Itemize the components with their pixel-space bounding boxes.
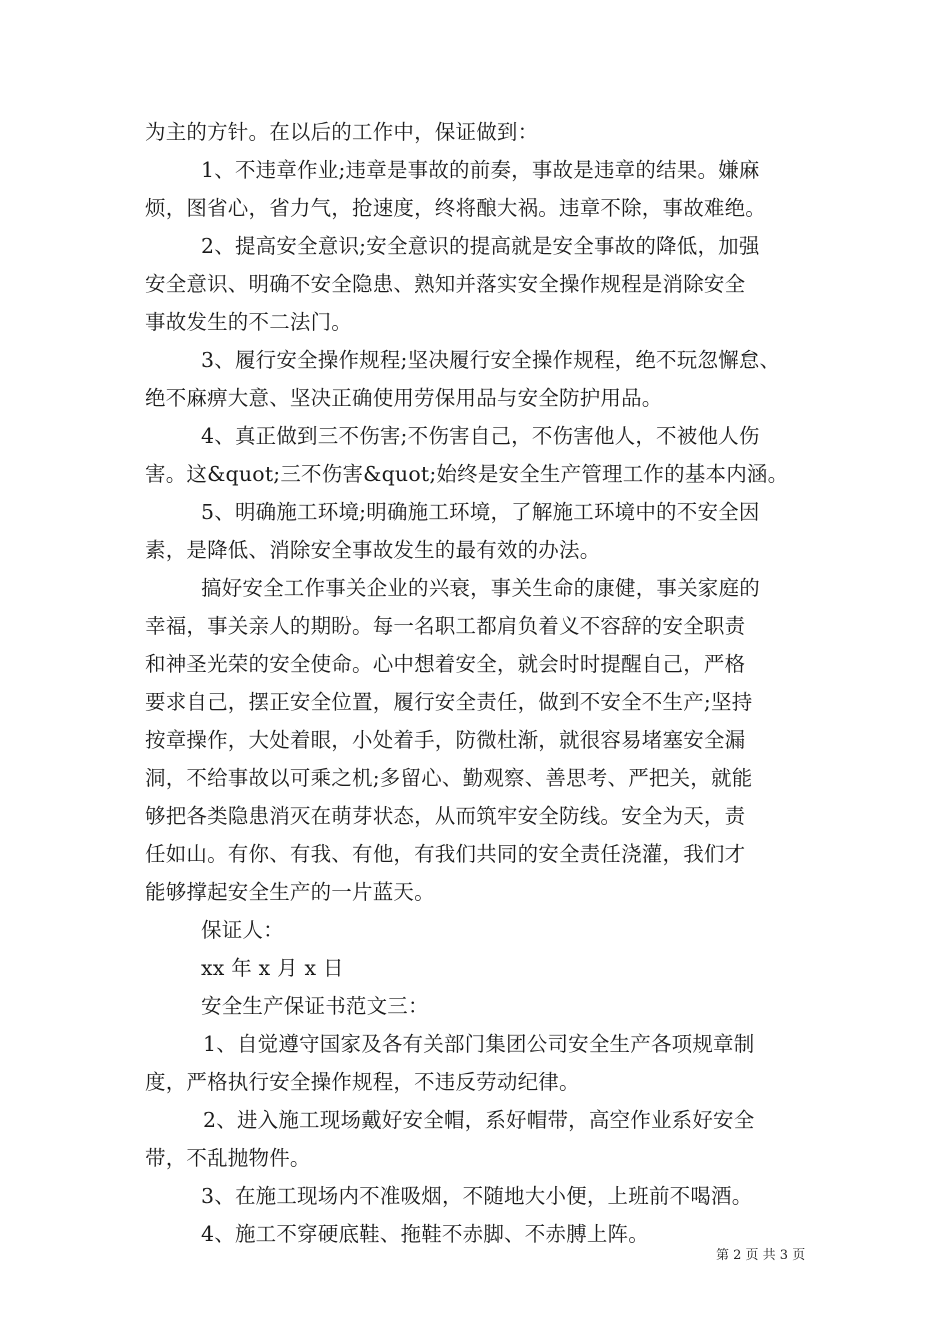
text-line: 带，不乱抛物件。 xyxy=(145,1146,311,1170)
text-line: 度，严格执行安全操作规程，不违反劳动纪律。 xyxy=(145,1070,580,1094)
text-line: 5、明确施工环境;明确施工环境，了解施工环境中的不安全因 xyxy=(201,500,760,524)
text-line: 4、施工不穿硬底鞋、拖鞋不赤脚、不赤膊上阵。 xyxy=(201,1222,649,1246)
text-line: 3、履行安全操作规程;坚决履行安全操作规程，绝不玩忽懈怠、 xyxy=(201,348,781,372)
text-line: 1、自觉遵守国家及各有关部门集团公司安全生产各项规章制 xyxy=(203,1032,755,1056)
text-line: 为主的方针。在以后的工作中，保证做到： xyxy=(145,120,539,144)
page-number: 第 2 页 共 3 页 xyxy=(716,1248,806,1263)
text-line: 素，是降低、消除安全事故发生的最有效的办法。 xyxy=(145,538,601,562)
text-line: 事故发生的不二法门。 xyxy=(145,310,352,334)
text-line: 按章操作，大处着眼，小处着手，防微杜渐，就很容易堵塞安全漏 xyxy=(145,728,746,752)
text-line: 搞好安全工作事关企业的兴衰，事关生命的康健，事关家庭的 xyxy=(201,576,760,600)
text-line: 2、提高安全意识;安全意识的提高就是安全事故的降低，加强 xyxy=(201,234,760,258)
signer-label: 保证人： xyxy=(201,918,284,942)
section-heading: 安全生产保证书范文三： xyxy=(201,994,429,1018)
text-line: 1、不违章作业;违章是事故的前奏，事故是违章的结果。嫌麻 xyxy=(201,158,760,182)
text-line: 洞，不给事故以可乘之机;多留心、勤观察、善思考、严把关，就能 xyxy=(145,766,753,790)
text-line: 2、进入施工现场戴好安全帽，系好帽带，高空作业系好安全 xyxy=(203,1108,755,1132)
text-line: 害。这&quot;三不伤害&quot;始终是安全生产管理工作的基本内涵。 xyxy=(145,462,789,486)
text-line: 幸福，事关亲人的期盼。每一名职工都肩负着义不容辞的安全职责 xyxy=(145,614,746,638)
text-line: 安全意识、明确不安全隐患、熟知并落实安全操作规程是消除安全 xyxy=(145,272,746,296)
date-line: xx 年 x 月 x 日 xyxy=(201,956,344,980)
text-line: 绝不麻痹大意、坚决正确使用劳保用品与安全防护用品。 xyxy=(145,386,663,410)
text-line: 能够撑起安全生产的一片蓝天。 xyxy=(145,880,435,904)
text-line: 烦，图省心，省力气，抢速度，终将酿大祸。违章不除，事故难绝。 xyxy=(145,196,766,220)
text-line: 3、在施工现场内不准吸烟，不随地大小便，上班前不喝酒。 xyxy=(201,1184,753,1208)
text-line: 够把各类隐患消灭在萌芽状态，从而筑牢安全防线。安全为天，责 xyxy=(145,804,746,828)
text-line: 4、真正做到三不伤害;不伤害自己，不伤害他人，不被他人伤 xyxy=(201,424,760,448)
text-line: 任如山。有你、有我、有他，有我们共同的安全责任浇灌，我们才 xyxy=(145,842,746,866)
text-line: 和神圣光荣的安全使命。心中想着安全，就会时时提醒自己，严格 xyxy=(145,652,746,676)
text-line: 要求自己，摆正安全位置，履行安全责任，做到不安全不生产;坚持 xyxy=(145,690,753,714)
